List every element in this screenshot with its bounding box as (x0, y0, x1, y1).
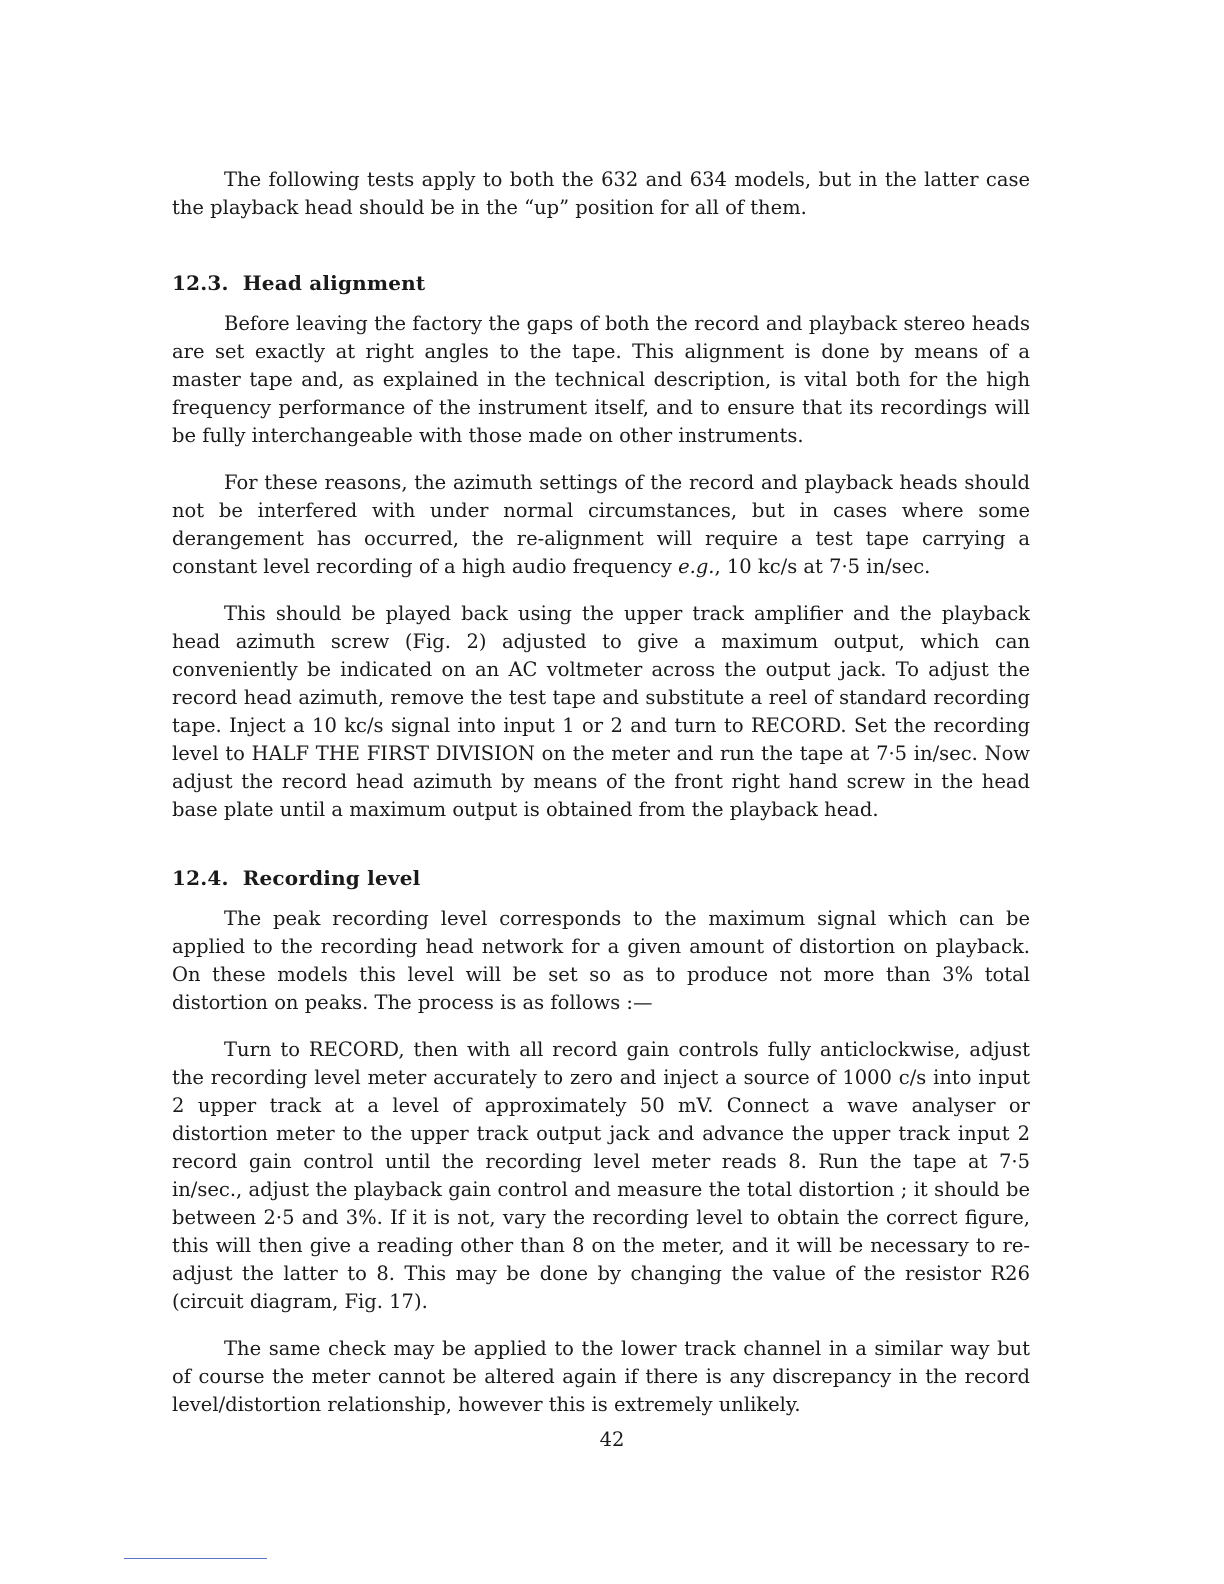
section-title: Head alignment (242, 271, 426, 295)
paragraph-lower-track: The same check may be applied to the lower track channel in a similar way but of course the meter cannot be altered again if there is any discrepancy in the record level/distortion relationship, however this is extremely unlikely. (172, 1337, 1030, 1416)
section-heading-head-alignment (172, 269, 1030, 297)
paragraph-playback-procedure: This should be played back using the upper track amplifier and the playback head azimuth screw (Fig. 2) adjusted to give a maximum output, which can conveniently be indicated on an AC voltmeter across the output jack. To adjust the record head azimuth, remove the test tape and substitute a reel of standard recording tape. Inject a 10 kc/s signal into input 1 or 2 and turn to RECORD. Set the recording level to HALF THE FIRST DIVISION on the meter and run the tape at 7·5 in/sec. Now adjust the record head azimuth by means of the front right hand screw in the head base plate until a maximum output is obtained from the playback head. (172, 602, 1030, 821)
intro-paragraph: The following tests apply to both the 632 and 634 models, but in the latter case the playback head should be in the “up” position for all of them. (172, 168, 1030, 219)
paragraph-azimuth-settings (172, 469, 1030, 581)
section-title: Recording level (242, 866, 421, 890)
section-heading-recording-level (172, 864, 1030, 892)
paragraph-text: For these reasons, the azimuth settings of the record and playback heads should not be interfered with under normal circumstances, but in cases where some derangement has occurred, the re-alignment will require a test tape carrying a constant level recording of a high audio frequency (172, 471, 1030, 578)
paragraph-record-procedure: Turn to RECORD, then with all record gain controls fully anticlockwise, adjust the recording level meter accurately to zero and inject a source of 1000 c/s into input 2 upper track at a level of approximately 50 mV. Connect a wave analyser or distortion meter to the upper track output jack and advance the upper track input 2 record gain control until the recording level meter reads 8. Run the tape at 7·5 in/sec., adjust the playback gain control and measure the total distortion ; it should be between 2·5 and 3%. If it is not, vary the recording level to obtain the correct figure, this will then give a reading other than 8 on the meter, and it will be necessary to re-adjust the latter to 8. This may be done by changing the value of the resistor R26 (circuit diagram, Fig. 17). (172, 1038, 1030, 1313)
paragraph-text: , 10 kc/s at 7·5 in/sec. (714, 555, 931, 578)
page-body (172, 166, 1030, 1419)
page-number: 42 (599, 1428, 625, 1451)
emphasis-text: e.g. (678, 555, 715, 578)
section-number: 12.3. (172, 271, 229, 295)
paragraph-factory-alignment: Before leaving the factory the gaps of both the record and playback stereo heads are set exactly at right angles to the tape. This alignment is done by means of a master tape and, as explained in the technical description, is vital both for the high frequency performance of the instrument itself, and to ensure that its recordings will be fully interchangeable with those made on other instruments. (172, 312, 1030, 447)
section-number: 12.4. (172, 866, 229, 890)
footer-rule (124, 1558, 267, 1559)
paragraph-peak-level: The peak recording level corresponds to the maximum signal which can be applied to the recording head network for a given amount of distortion on playback. On these models this level will be set so as to produce not more than 3% total distortion on peaks. The process is as follows :— (172, 907, 1030, 1014)
